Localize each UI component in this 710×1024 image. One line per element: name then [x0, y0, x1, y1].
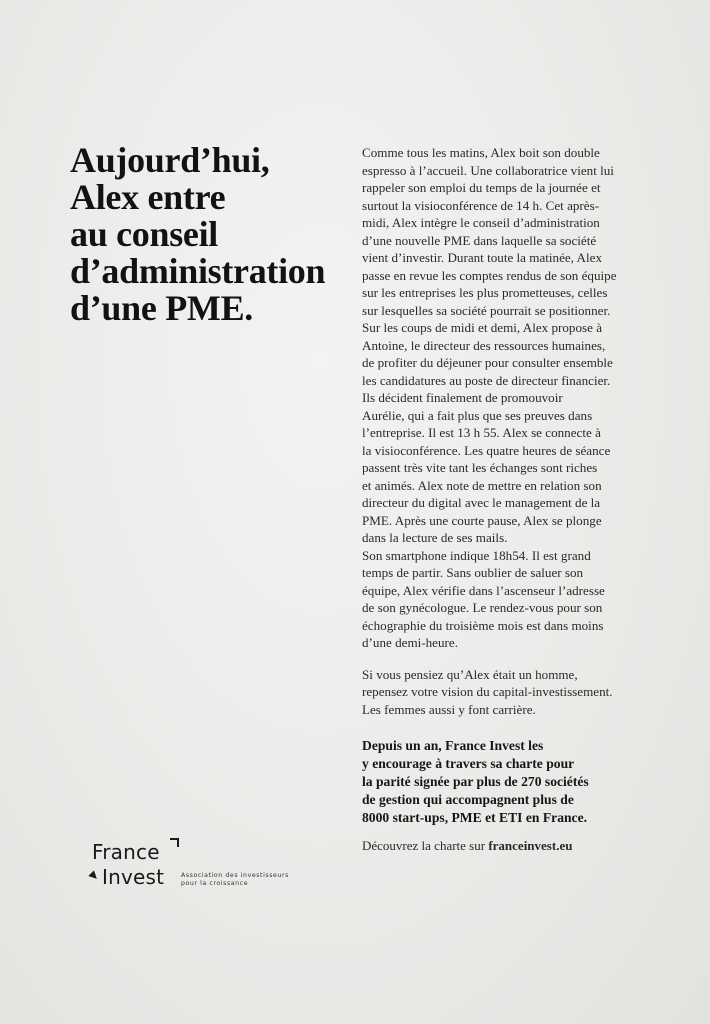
logo-tagline-line: pour la croissance [181, 880, 249, 887]
reveal-line: Si vous pensiez qu’Alex était un homme, [362, 666, 578, 682]
story-line: sur les entreprises les plus prometteuses, celles [362, 285, 608, 300]
story-line: l’entreprise. Il est 13 h 55. Alex se connecte à [362, 425, 601, 440]
story-line: Sur les coups de midi et demi, Alex propose à [362, 320, 603, 335]
charter-link[interactable]: franceinvest.eu [488, 838, 573, 853]
reveal-line: Les femmes aussi y font carrière. [362, 701, 536, 717]
france-invest-logo [90, 838, 330, 898]
cta-line: y encourage à travers sa charte pour [362, 756, 575, 771]
story-line: dans la lecture de ses mails. [362, 530, 508, 545]
story-line: Aurélie, qui a fait plus que ses preuves dans [362, 407, 593, 423]
story-line: espresso à l’accueil. Une collaboratrice vient lui [362, 162, 614, 178]
body-column [362, 144, 652, 854]
headline-line: Aujourd’hui, [70, 140, 270, 180]
story-line: sur lesquelles sa société pourrait se positionner. [362, 302, 611, 318]
story-line: directeur du digital avec le management de la [362, 495, 601, 510]
story-line: d’une demi-heure. [362, 635, 458, 650]
cta-line: Depuis un an, France Invest les [362, 738, 544, 753]
story-line: les candidatures au poste de directeur financier. [362, 372, 611, 388]
story-line: de profiter du déjeuner pour consulter ensemble [362, 355, 613, 370]
reveal-paragraph [362, 666, 652, 719]
headline-line: d’une PME. [70, 288, 254, 328]
story-line: la visioconférence. Les quatre heures de séance [362, 442, 611, 458]
cta-line: la parité signée par plus de 270 sociétés [362, 774, 589, 789]
story-paragraph [362, 144, 652, 652]
story-line: passent très vite tant les échanges sont riches [362, 460, 598, 475]
charter-link-prefix: Découvrez la charte sur [362, 838, 489, 853]
cta-line: 8000 start-ups, PME et ETI en France. [362, 810, 588, 825]
headline [70, 142, 360, 327]
logo-word-invest: Invest [102, 865, 165, 889]
headline-line: Alex entre [70, 177, 226, 217]
cta-paragraph [362, 737, 652, 827]
story-line: équipe, Alex vérifie dans l’ascenseur l’adresse [362, 582, 605, 598]
logo-tagline [181, 872, 289, 888]
reveal-line: repensez votre vision du capital-investissement. [362, 684, 613, 699]
logo-corner-icon [170, 838, 179, 847]
story-line: et animés. Alex note de mettre en relation son [362, 477, 602, 493]
story-line: passe en revue les comptes rendus de son équipe [362, 267, 617, 283]
cta-line: de gestion qui accompagnent plus de [362, 792, 574, 807]
headline-line: d’administration [70, 251, 326, 291]
logo-arrow-icon [88, 870, 99, 881]
headline-line: au conseil [70, 214, 219, 254]
story-line: Antoine, le directeur des ressources humaines, [362, 337, 606, 353]
story-line: Comme tous les matins, Alex boit son double [362, 145, 600, 160]
story-line: rappeler son emploi du temps de la journée et [362, 180, 601, 195]
story-line: temps de partir. Sans oublier de saluer son [362, 565, 584, 580]
charter-link-line [362, 837, 652, 854]
story-line: Ils décident finalement de promouvoir [362, 390, 563, 405]
story-line: Son smartphone indique 18h54. Il est grand [362, 547, 591, 563]
story-line: échographie du troisième mois est dans moins [362, 617, 604, 633]
logo-tagline-line: Association des investisseurs [181, 872, 289, 879]
story-line: PME. Après une courte pause, Alex se plonge [362, 512, 602, 528]
story-line: surtout la visioconférence de 14 h. Cet après- [362, 197, 600, 213]
story-line: vient d’investir. Durant toute la matinée, Alex [362, 250, 602, 265]
story-line: de son gynécologue. Le rendez-vous pour son [362, 600, 603, 615]
logo-word-france: France [92, 840, 160, 864]
story-line: midi, Alex intègre le conseil d’administration [362, 215, 600, 230]
story-line: d’une nouvelle PME dans laquelle sa société [362, 232, 597, 248]
